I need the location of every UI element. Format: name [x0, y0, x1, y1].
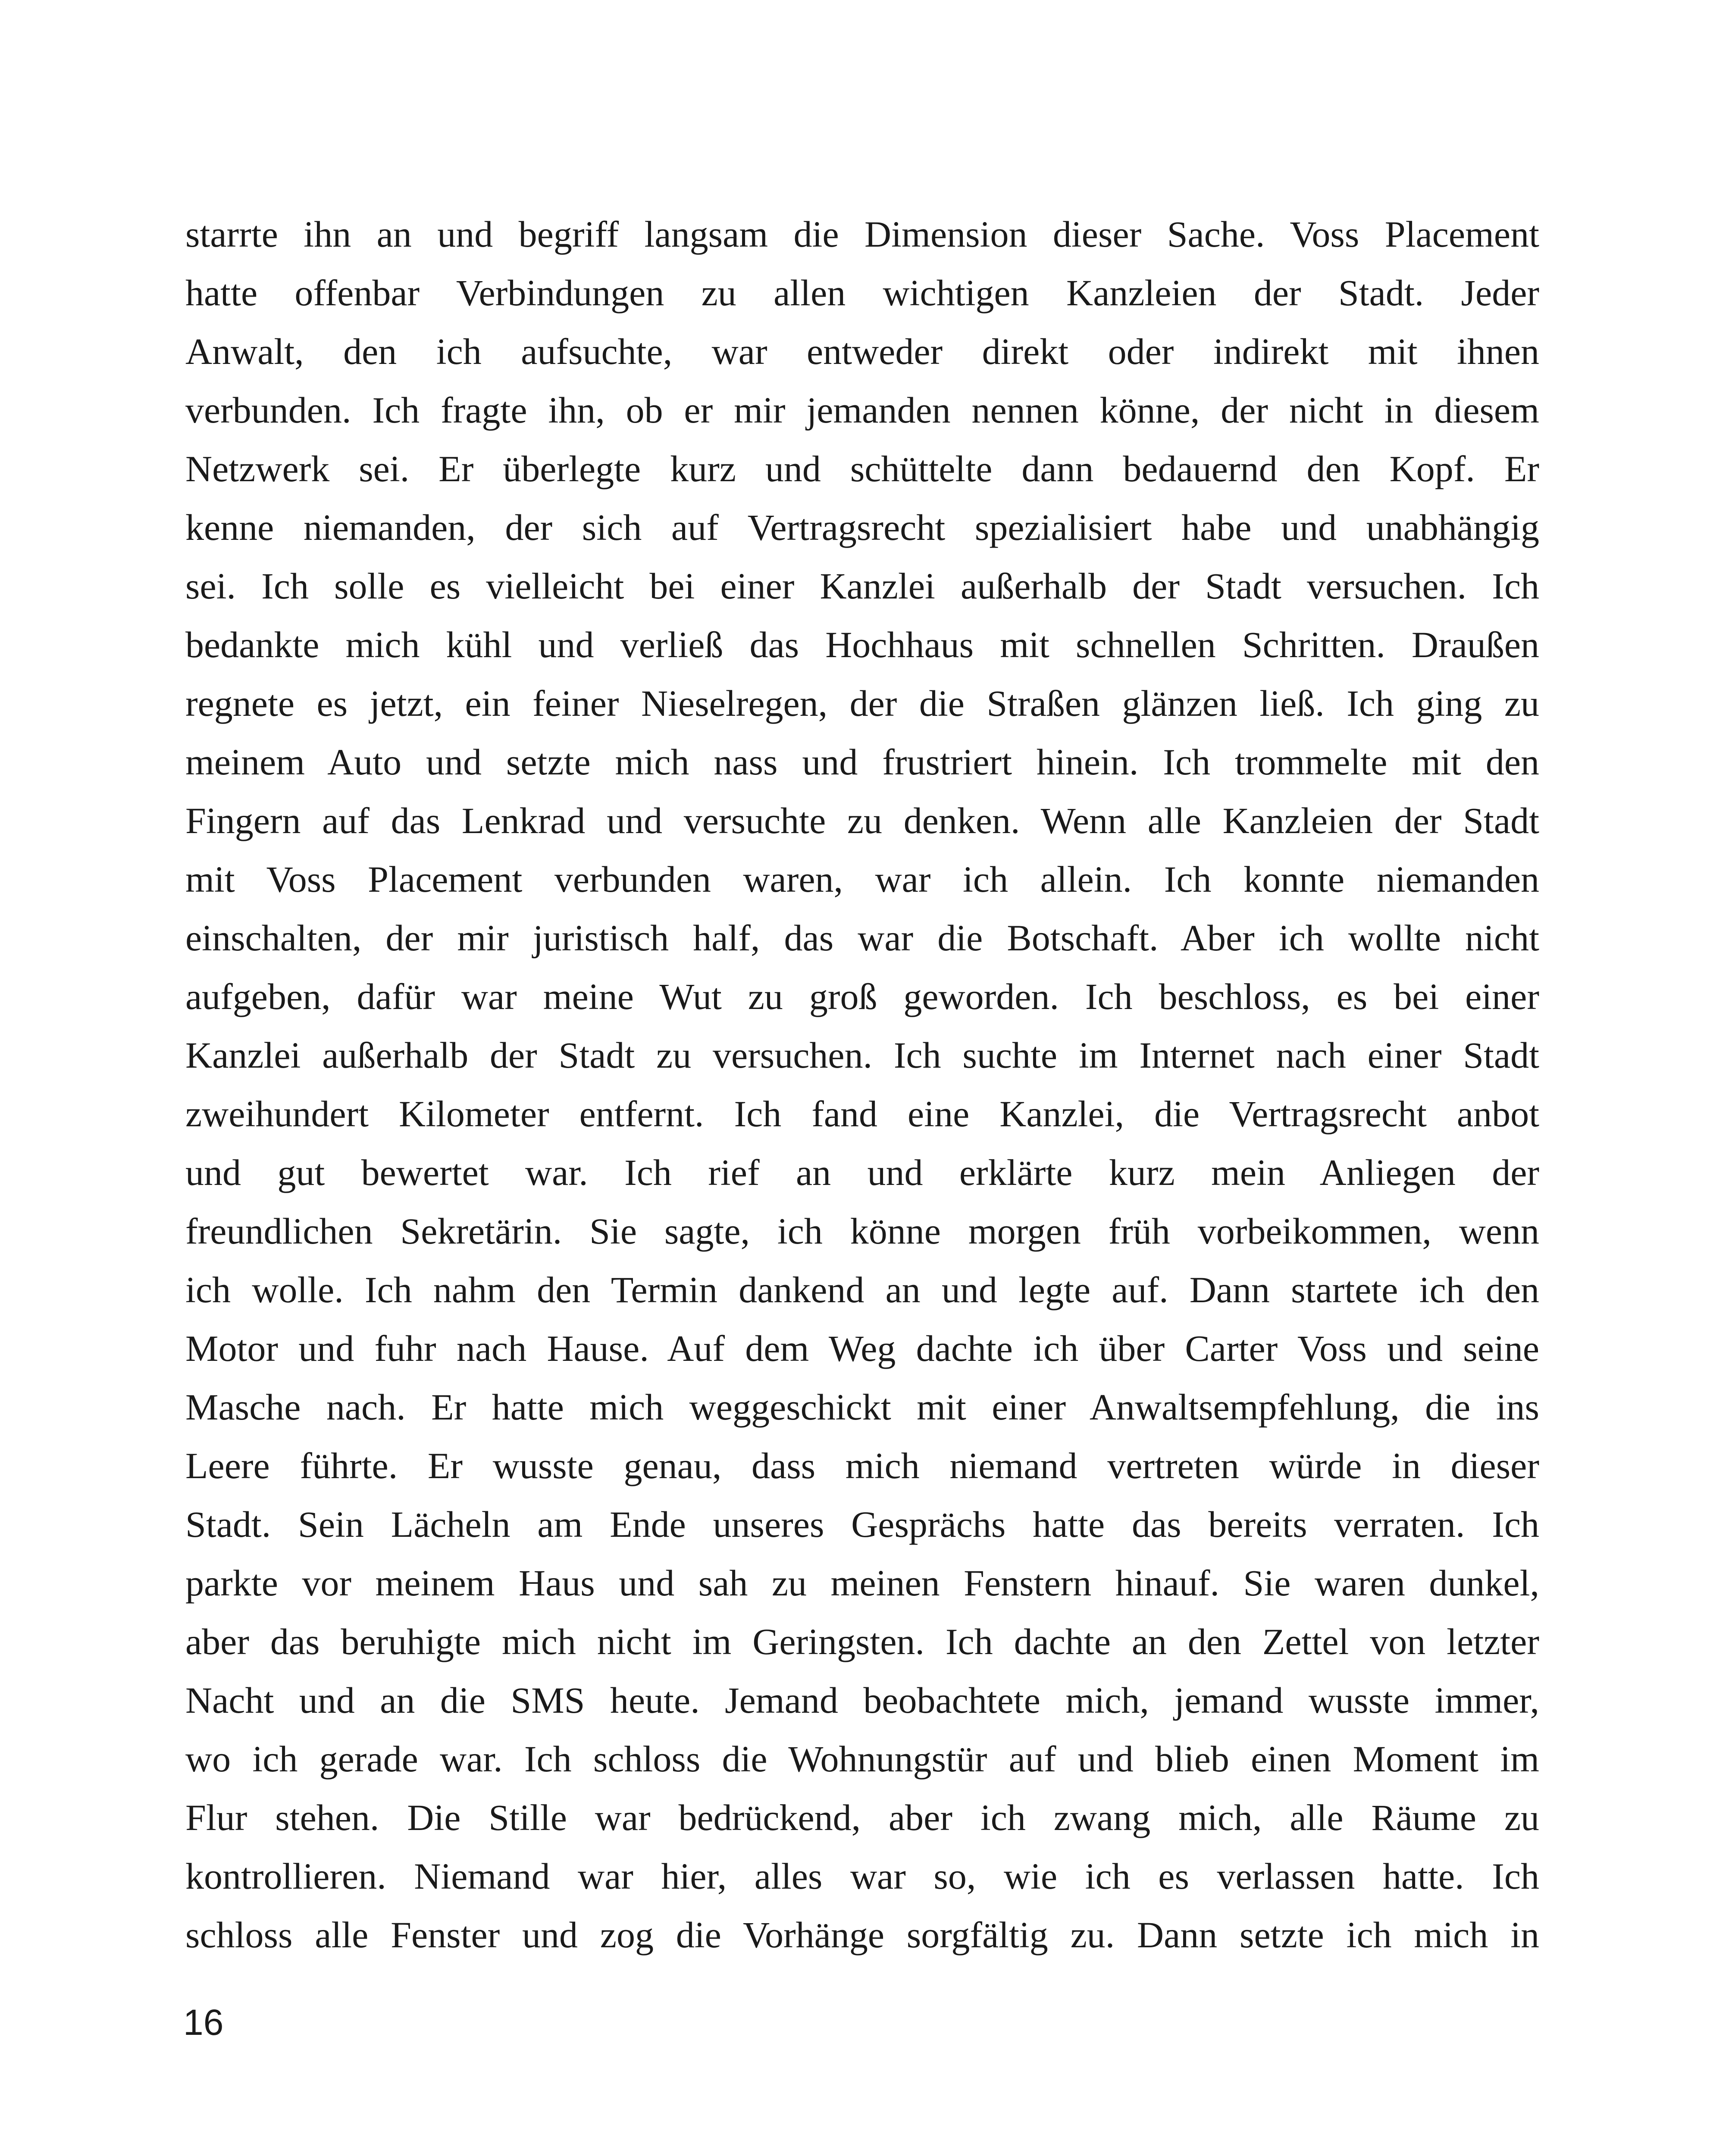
text-line: mit Voss Placement verbunden waren, war ich allein. Ich konnte niemanden	[185, 859, 1539, 900]
text-line: starrte ihn an und begriff langsam die Dimension dieser Sache. Voss Placement	[185, 213, 1539, 255]
text-line: aber das beruhigte mich nicht im Geringsten. Ich dachte an den Zettel von letzter	[185, 1621, 1539, 1662]
text-line: aufgeben, dafür war meine Wut zu groß geworden. Ich beschloss, es bei einer	[185, 976, 1539, 1017]
text-line: wo ich gerade war. Ich schloss die Wohnungstür auf und blieb einen Moment im	[185, 1738, 1539, 1780]
text-line: Flur stehen. Die Stille war bedrückend, aber ich zwang mich, alle Räume zu	[185, 1797, 1539, 1838]
text-line: freundlichen Sekretärin. Sie sagte, ich könne morgen früh vorbeikommen, wenn	[185, 1210, 1539, 1252]
text-line: Stadt. Sein Lächeln am Ende unseres Gesprächs hatte das bereits verraten. Ich	[185, 1504, 1539, 1545]
text-line: hatte offenbar Verbindungen zu allen wichtigen Kanzleien der Stadt. Jeder	[185, 272, 1539, 313]
text-line: ich wolle. Ich nahm den Termin dankend an und legte auf. Dann startete ich den	[185, 1269, 1539, 1310]
text-line: Anwalt, den ich aufsuchte, war entweder direkt oder indirekt mit ihnen	[185, 331, 1539, 372]
text-line: Netzwerk sei. Er überlegte kurz und schüttelte dann bedauernd den Kopf. Er	[185, 448, 1539, 489]
text-line: Nacht und an die SMS heute. Jemand beobachtete mich, jemand wusste immer,	[185, 1680, 1539, 1721]
text-line: verbunden. Ich fragte ihn, ob er mir jemanden nennen könne, der nicht in diesem	[185, 389, 1539, 431]
text-line: regnete es jetzt, ein feiner Nieselregen, der die Straßen glänzen ließ. Ich ging zu	[185, 683, 1539, 724]
text-line: sei. Ich solle es vielleicht bei einer Kanzlei außerhalb der Stadt versuchen. Ich	[185, 565, 1539, 607]
text-line: bedankte mich kühl und verließ das Hochhaus mit schnellen Schritten. Draußen	[185, 624, 1539, 665]
text-line: Masche nach. Er hatte mich weggeschickt mit einer Anwaltsempfehlung, die ins	[185, 1386, 1539, 1428]
text-line: einschalten, der mir juristisch half, das war die Botschaft. Aber ich wollte nicht	[185, 917, 1539, 959]
text-line: und gut bewertet war. Ich rief an und erklärte kurz mein Anliegen der	[185, 1152, 1539, 1193]
text-line: schloss alle Fenster und zog die Vorhänge sorgfältig zu. Dann setzte ich mich in	[185, 1914, 1539, 1955]
text-line: meinem Auto und setzte mich nass und frustriert hinein. Ich trommelte mit den	[185, 741, 1539, 783]
page-number: 16	[183, 2002, 224, 2043]
text-line: parkte vor meinem Haus und sah zu meinen Fenstern hinauf. Sie waren dunkel,	[185, 1562, 1539, 1604]
text-line: kenne niemanden, der sich auf Vertragsrecht spezialisiert habe und unabhängig	[185, 507, 1539, 548]
text-line: Leere führte. Er wusste genau, dass mich niemand vertreten würde in dieser	[185, 1445, 1539, 1486]
text-line: Fingern auf das Lenkrad und versuchte zu denken. Wenn alle Kanzleien der Stadt	[185, 800, 1539, 841]
text-line: kontrollieren. Niemand war hier, alles war so, wie ich es verlassen hatte. Ich	[185, 1855, 1539, 1897]
text-line: Motor und fuhr nach Hause. Auf dem Weg dachte ich über Carter Voss und seine	[185, 1328, 1539, 1369]
text-line: zweihundert Kilometer entfernt. Ich fand eine Kanzlei, die Vertragsrecht anbot	[185, 1093, 1539, 1134]
text-line: Kanzlei außerhalb der Stadt zu versuchen. Ich suchte im Internet nach einer Stadt	[185, 1034, 1539, 1076]
body-text	[185, 205, 1539, 1964]
